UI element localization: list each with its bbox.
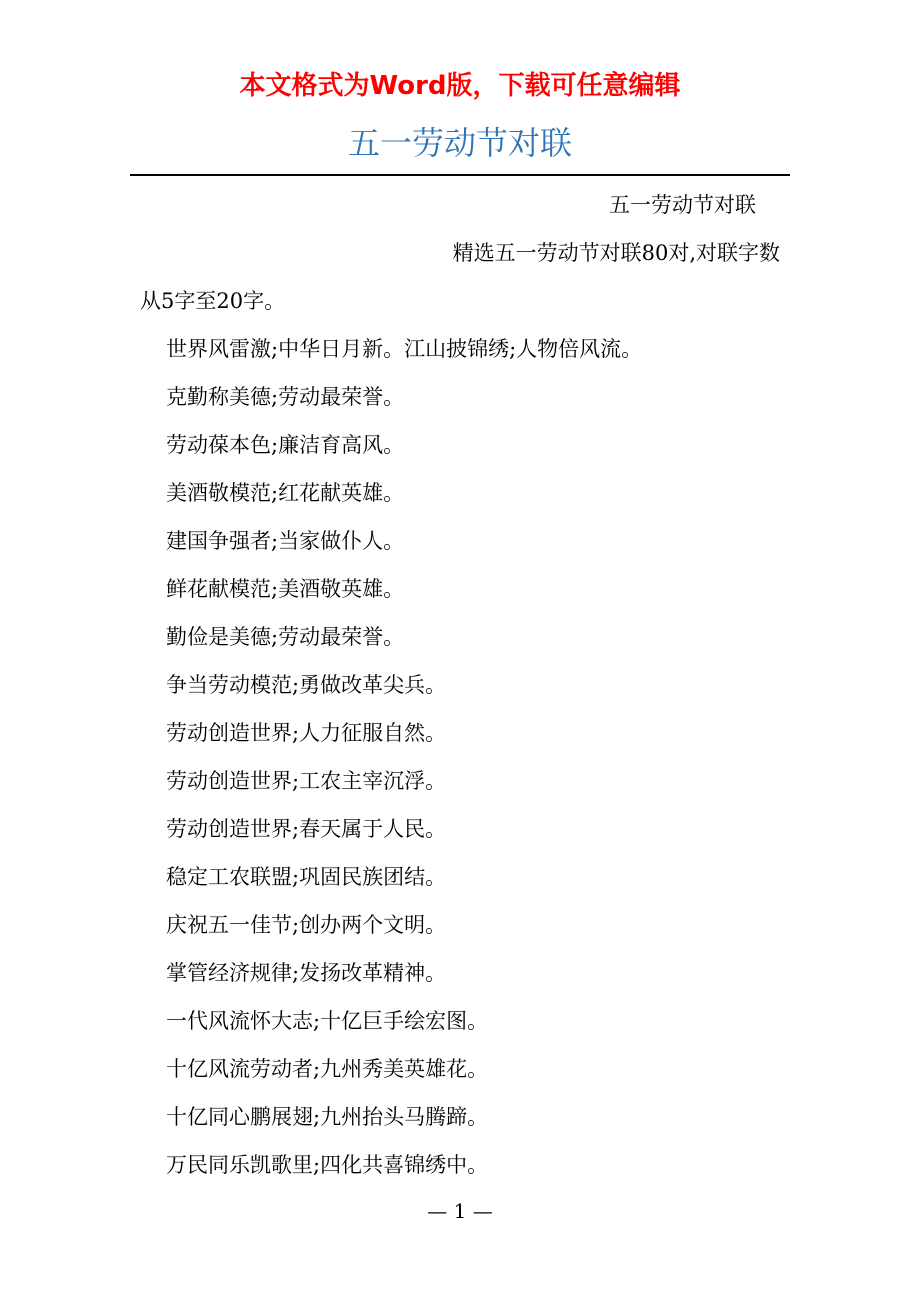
couplet-line: 勤俭是美德;劳动最荣誉。 (166, 625, 405, 649)
couplet-line: 稳定工农联盟;巩固民族团结。 (166, 865, 447, 889)
couplet-line: 克勤称美德;劳动最荣誉。 (166, 385, 405, 409)
couplet-line: 美酒敬模范;红花献英雄。 (166, 481, 405, 505)
document-title: 五一劳动节对联 (347, 124, 572, 162)
page-number: — 1 — (427, 1199, 493, 1223)
article-subtitle: 五一劳动节对联 (609, 193, 756, 217)
intro-line-1: 精选五一劳动节对联80对,对联字数 (452, 241, 780, 265)
intro-line-2: 从5字至20字。 (140, 289, 286, 313)
couplet-line: 十亿同心鹏展翅;九州抬头马腾蹄。 (166, 1105, 489, 1129)
title-divider (130, 174, 790, 176)
couplet-line: 十亿风流劳动者;九州秀美英雄花。 (166, 1057, 489, 1081)
couplet-line: 一代风流怀大志;十亿巨手绘宏图。 (166, 1009, 489, 1033)
couplet-line: 建国争强者;当家做仆人。 (166, 529, 405, 553)
format-notice: 本文格式为Word版，下载可任意编辑 (239, 71, 681, 101)
couplet-line: 鲜花献模范;美酒敬英雄。 (166, 577, 405, 601)
couplet-line: 万民同乐凯歌里;四化共喜锦绣中。 (166, 1153, 489, 1177)
couplet-line: 世界风雷激;中华日月新。江山披锦绣;人物倍风流。 (166, 337, 643, 361)
couplet-line: 劳动创造世界;人力征服自然。 (166, 721, 447, 745)
couplet-line: 劳动创造世界;春天属于人民。 (166, 817, 447, 841)
couplet-line: 劳动创造世界;工农主宰沉浮。 (166, 769, 447, 793)
couplet-line: 掌管经济规律;发扬改革精神。 (166, 961, 447, 985)
couplet-list (166, 332, 786, 1196)
couplet-line: 争当劳动模范;勇做改革尖兵。 (166, 673, 447, 697)
couplet-line: 庆祝五一佳节;创办两个文明。 (166, 913, 447, 937)
couplet-line: 劳动葆本色;廉洁育高风。 (166, 433, 405, 457)
